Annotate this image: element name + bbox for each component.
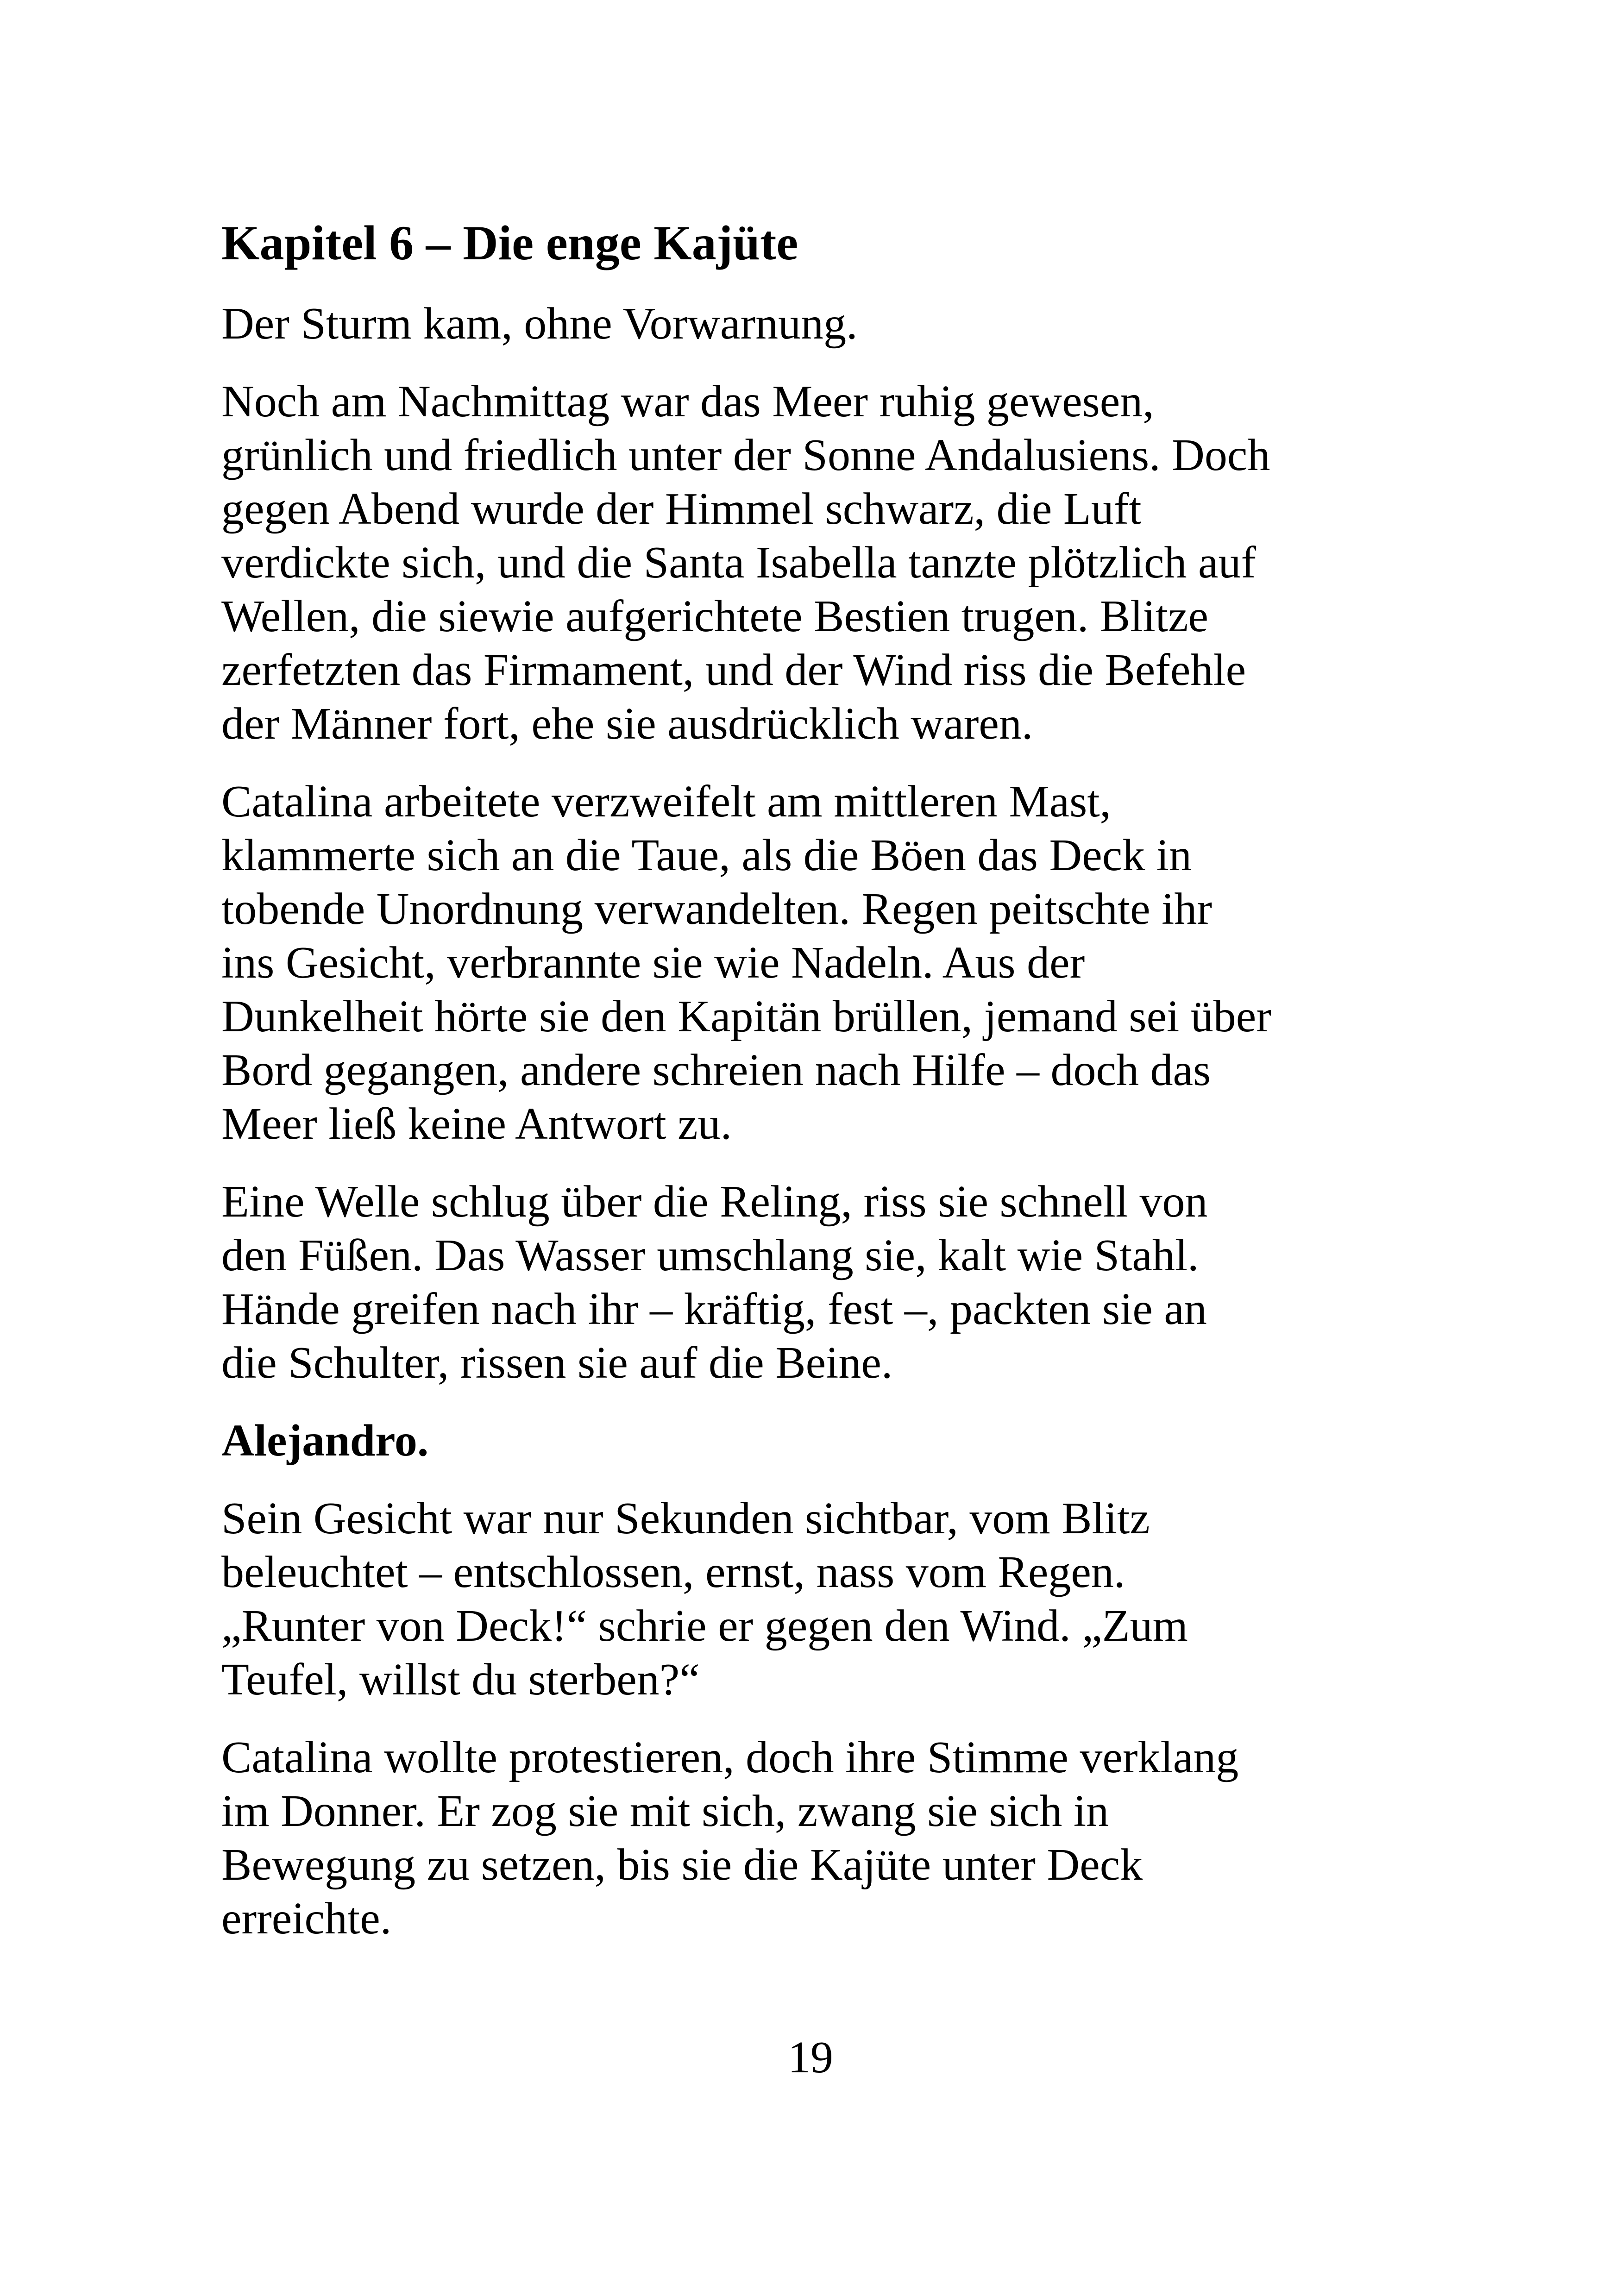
text-line: tobende Unordnung verwandelten. Regen peitschte ihr bbox=[221, 884, 1213, 934]
paragraph-4 bbox=[221, 1175, 1361, 1390]
text-line: Hände greifen nach ihr – kräftig, fest –, packten sie an bbox=[221, 1284, 1207, 1334]
paragraph-6 bbox=[221, 1492, 1361, 1706]
text-line: Alejandro. bbox=[221, 1416, 429, 1466]
text-line: klammerte sich an die Taue, als die Böen das Deck in bbox=[221, 830, 1192, 880]
page-number: 19 bbox=[788, 2033, 833, 2083]
paragraph-2 bbox=[221, 375, 1361, 751]
text-line: Noch am Nachmittag war das Meer ruhig gewesen, bbox=[221, 376, 1154, 427]
text-line: der Männer fort, ehe sie ausdrücklich waren. bbox=[221, 699, 1033, 749]
text-line: Dunkelheit hörte sie den Kapitän brüllen, jemand sei über bbox=[221, 991, 1271, 1041]
text-line: Wellen, die siewie aufgerichtete Bestien trugen. Blitze bbox=[221, 591, 1208, 641]
text-line: erreichte. bbox=[221, 1894, 392, 1944]
text-line: Meer ließ keine Antwort zu. bbox=[221, 1099, 732, 1149]
chapter-title: Kapitel 6 – Die enge Kajüte bbox=[221, 216, 798, 270]
text-line: verdickte sich, und die Santa Isabella tanzte plötzlich auf bbox=[221, 538, 1257, 588]
paragraph-5-bold-name bbox=[221, 1414, 1361, 1468]
text-line: „Runter von Deck!“ schrie er gegen den Wind. „Zum bbox=[221, 1601, 1188, 1651]
text-line: Teufel, willst du sterben?“ bbox=[221, 1655, 700, 1705]
text-line: ins Gesicht, verbrannte sie wie Nadeln. Aus der bbox=[221, 938, 1085, 988]
text-line: im Donner. Er zog sie mit sich, zwang sie sich in bbox=[221, 1786, 1109, 1836]
text-line: Catalina arbeitete verzweifelt am mittleren Mast, bbox=[221, 777, 1112, 827]
text-line: zerfetzten das Firmament, und der Wind riss die Befehle bbox=[221, 645, 1246, 695]
paragraph-7 bbox=[221, 1731, 1361, 1945]
text-line: Sein Gesicht war nur Sekunden sichtbar, vom Blitz bbox=[221, 1493, 1150, 1543]
text-line: gegen Abend wurde der Himmel schwarz, die Luft bbox=[221, 484, 1142, 534]
text-line: beleuchtet – entschlossen, ernst, nass vom Regen. bbox=[221, 1547, 1125, 1597]
text-line: den Füßen. Das Wasser umschlang sie, kalt wie Stahl. bbox=[221, 1230, 1199, 1280]
text-line: Eine Welle schlug über die Reling, riss sie schnell von bbox=[221, 1177, 1208, 1227]
paragraph-1 bbox=[221, 297, 1361, 351]
text-line: die Schulter, rissen sie auf die Beine. bbox=[221, 1338, 893, 1388]
text-line: Catalina wollte protestieren, doch ihre Stimme verklang bbox=[221, 1732, 1239, 1782]
page-content bbox=[221, 211, 1361, 1970]
text-line: grünlich und friedlich unter der Sonne Andalusiens. Doch bbox=[221, 430, 1270, 480]
text-line: Der Sturm kam, ohne Vorwarnung. bbox=[221, 299, 858, 349]
text-line: Bewegung zu setzen, bis sie die Kajüte unter Deck bbox=[221, 1840, 1143, 1890]
paragraph-3 bbox=[221, 775, 1361, 1151]
text-line: Bord gegangen, andere schreien nach Hilfe – doch das bbox=[221, 1045, 1211, 1095]
